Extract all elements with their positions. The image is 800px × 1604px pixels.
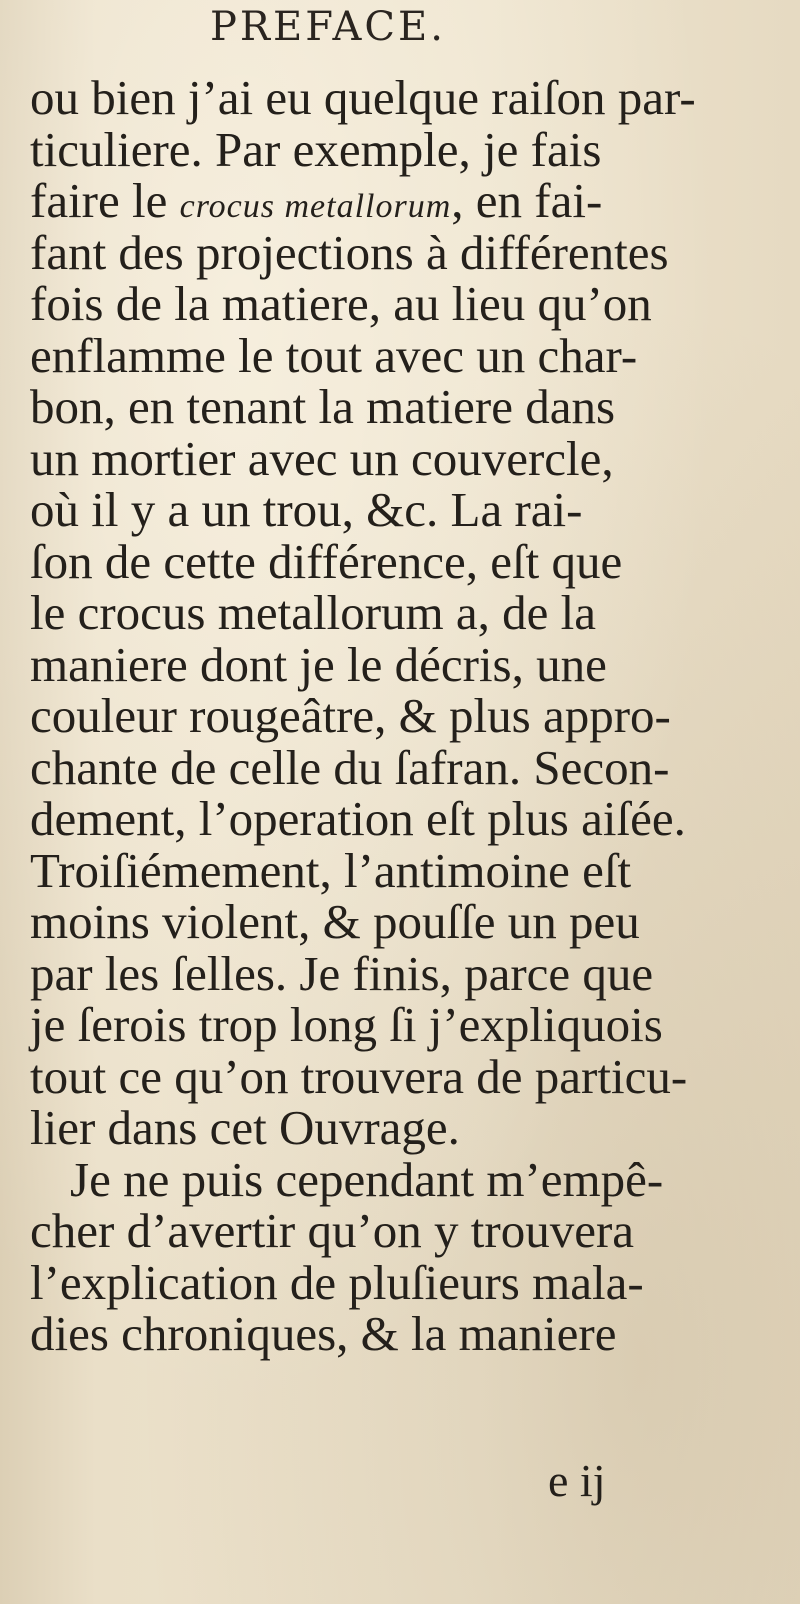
signature-mark: e ij <box>548 1455 606 1506</box>
text-line: fant des projections à différentes <box>30 224 669 280</box>
text-line: ticuliere. Par exemple, je fais <box>30 121 602 177</box>
text-line: ou bien j’ai eu quelque raiſon par- <box>30 70 696 125</box>
italic-term: crocus metallorum <box>179 188 452 225</box>
text-line: enflamme le tout avec un char- <box>30 327 638 383</box>
text-line: Je ne puis cependant m’empê- <box>70 1151 664 1207</box>
text-line: où il y a un trou, &c. La rai- <box>30 482 583 537</box>
text-line: couleur rougeâtre, & plus appro- <box>30 688 671 743</box>
text-line: moins violent, & pouſſe un peu <box>30 894 640 949</box>
text-line: le crocus metallorum a, de la <box>30 585 596 640</box>
text-line: par les ſelles. Je finis, parce que <box>30 945 654 1001</box>
text-line: l’explication de pluſieurs mala- <box>30 1254 644 1310</box>
text-segment: , en fai- <box>451 173 603 228</box>
text-line: tout ce qu’on trouvera de particu- <box>30 1048 688 1104</box>
text-line: maniere dont je le décris, une <box>30 636 607 692</box>
text-line: bon, en tenant la matiere dans <box>30 379 616 434</box>
text-line: fois de la matiere, au lieu qu’on <box>30 276 652 331</box>
text-line: cher d’avertir qu’on y trouvera <box>30 1203 635 1258</box>
text-line: dement, l’operation eſt plus aiſée. <box>30 791 686 846</box>
text-line: ſon de cette différence, eſt que <box>30 533 623 589</box>
text-line: dies chroniques, & la maniere <box>30 1306 617 1361</box>
text-line: Troiſiémement, l’antimoine eſt <box>30 842 632 898</box>
text-line: je ſerois trop long ſi j’expliquois <box>30 997 663 1052</box>
body-text <box>30 72 790 1360</box>
text-line: un mortier avec un couvercle, <box>30 430 614 486</box>
text-line: chante de celle du ſafran. Secon- <box>30 739 670 795</box>
text-line <box>30 175 790 227</box>
text-line: lier dans cet Ouvrage. <box>30 1100 460 1155</box>
running-header: PREFACE. <box>210 4 446 50</box>
text-segment: faire le <box>30 173 180 228</box>
